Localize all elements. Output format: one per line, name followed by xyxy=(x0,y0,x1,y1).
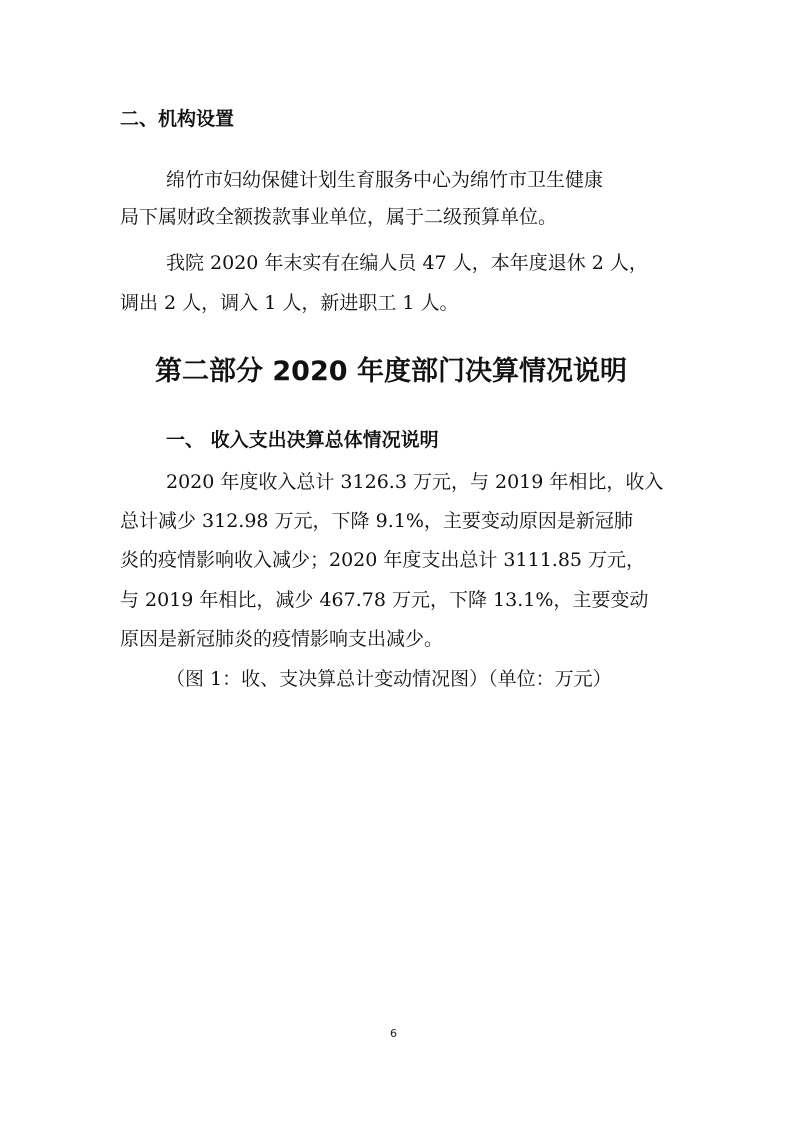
income-expense-paragraph-line-1: 2020 年度收入总计 3126.3 万元，与 2019 年相比，收入 xyxy=(166,471,664,493)
org-paragraph-line-2: 局下属财政全额拨款事业单位，属于二级预算单位。 xyxy=(120,206,558,228)
income-expense-paragraph-line-3: 炎的疫情影响收入减少；2020 年度支出总计 3111.85 万元， xyxy=(120,549,646,571)
page-number: 6 xyxy=(390,1027,397,1040)
income-expense-paragraph-line-2: 总计减少 312.98 万元，下降 9.1%，主要变动原因是新冠肺 xyxy=(120,510,633,532)
figure-caption: （图 1：收、支决算总计变动情况图）（单位：万元） xyxy=(166,668,612,690)
part-heading: 第二部分 2020 年度部门决算情况说明 xyxy=(155,356,627,387)
income-expense-paragraph-line-5: 原因是新冠肺炎的疫情影响支出减少。 xyxy=(120,628,444,650)
section-heading-organization: 二、机构设置 xyxy=(120,108,235,130)
staff-paragraph-line-2: 调出 2 人，调入 1 人，新进职工 1 人。 xyxy=(120,292,459,314)
org-paragraph-line-1: 绵竹市妇幼保健计划生育服务中心为绵竹市卫生健康 xyxy=(166,169,604,191)
subsection-heading-income-expense: 一、 收入支出决算总体情况说明 xyxy=(166,429,439,451)
income-expense-paragraph-line-4: 与 2019 年相比，减少 467.78 万元，下降 13.1%，主要变动 xyxy=(120,589,649,611)
staff-paragraph-line-1: 我院 2020 年末实有在编人员 47 人，本年度退休 2 人， xyxy=(166,252,648,274)
